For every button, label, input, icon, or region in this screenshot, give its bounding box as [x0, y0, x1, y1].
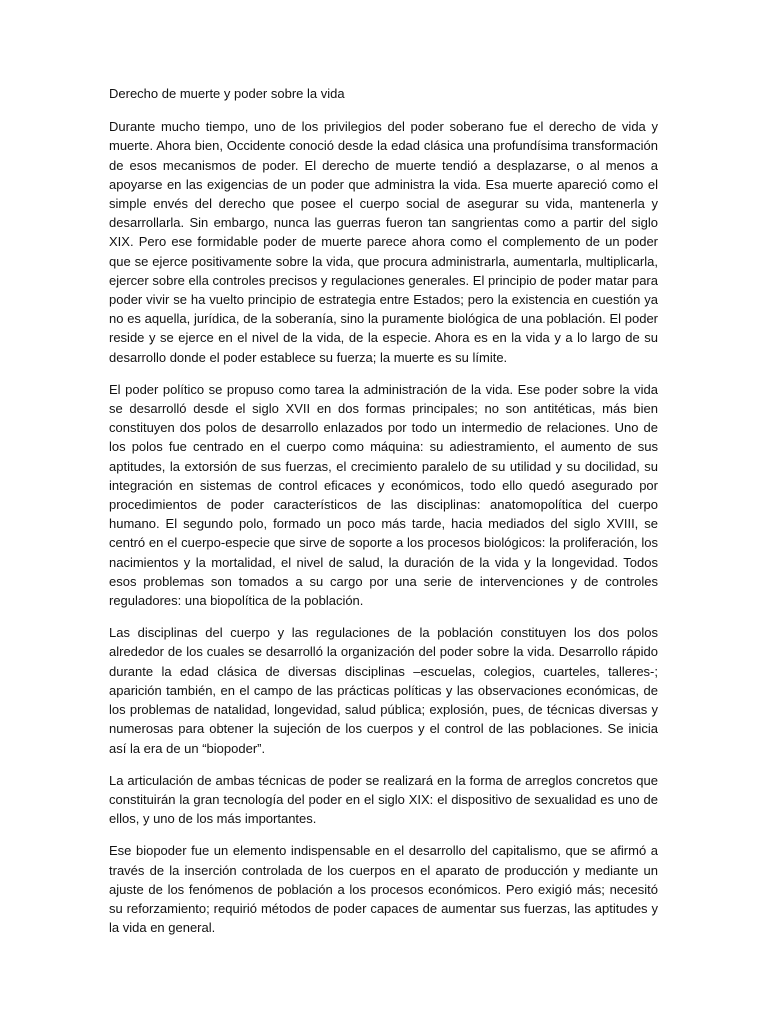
document-title: Derecho de muerte y poder sobre la vida — [109, 86, 345, 101]
paragraph-4: La articulación de ambas técnicas de poder se realizará en la forma de arreglos concretos que constituirán la gran tecnología del poder en el siglo XIX: el dispositivo de sexualidad es uno de ellos, y uno de los más importantes. — [109, 772, 658, 827]
paragraph-5: Ese biopoder fue un elemento indispensable en el desarrollo del capitalismo, que se afirmó a través de la inserción controlada de los cuerpos en el aparato de producción y mediante un ajuste de los fenómenos de población a los procesos económicos. Pero exigió más; necesitó su reforzamiento; requirió métodos de poder capaces de aumentar sus fuerzas, las aptitudes y la vida en general. — [109, 843, 658, 936]
document-body — [109, 84, 658, 950]
paragraph-3: Las disciplinas del cuerpo y las regulaciones de la población constituyen los dos polos alrededor de los cuales se desarrolló la organización del poder sobre la vida. Desarrollo rápido durante la edad clásica de diversas disciplinas –escuelas, colegios, cuarteles, talleres-; aparición también, en el campo de las prácticas políticas y las observaciones económicas, de los problemas de natalidad, longevidad, salud pública; explosión, pues, de técnicas diversas y numerosas para obtener la sujeción de los cuerpos y el control de las poblaciones. Se inicia así la era de un “biopoder”. — [109, 625, 658, 756]
paragraph-2: El poder político se propuso como tarea la administración de la vida. Ese poder sobre la vida se desarrolló desde el siglo XVII en dos formas principales; no son antitéticas, más bien constituyen dos polos de desarrollo enlazados por todo un intermedio de relaciones. Uno de los polos fue centrado en el cuerpo como máquina: su adiestramiento, el aumento de sus aptitudes, la extorsión de sus fuerzas, el crecimiento paralelo de su utilidad y su docilidad, su integración en sistemas de control eficaces y económicos, todo ello quedó asegurado por procedimientos de poder característicos de las disciplinas: anatomopolítica del cuerpo humano. El segundo polo, formado un poco más tarde, hacia mediados del siglo XVIII, se centró en el cuerpo-especie que sirve de soporte a los procesos biológicos: la proliferación, los nacimientos y la mortalidad, el nivel de salud, la duración de la vida y la longevidad. Todos esos problemas son tomados a su cargo por una serie de intervenciones y de controles reguladores: una biopolítica de la población. — [109, 381, 658, 609]
paragraph-1: Durante mucho tiempo, uno de los privilegios del poder soberano fue el derecho de vida y muerte. Ahora bien, Occidente conoció desde la edad clásica una profundísima transformación de esos mecanismos de poder. El derecho de muerte tendió a desplazarse, o al menos a apoyarse en las exigencias de un poder que administra la vida. Esa muerte apareció como el simple envés del derecho que posee el cuerpo social de asegurar su vida, mantenerla y desarrollarla. Sin embargo, nunca las guerras fueron tan sangrientas como a partir del siglo XIX. Pero ese formidable poder de muerte parece ahora como el complemento de un poder que se ejerce positivamente sobre la vida, que procura administrarla, aumentarla, multiplicarla, ejercer sobre ella controles precisos y regulaciones generales. El principio de poder matar para poder vivir se ha vuelto principio de estrategia entre Estados; pero la existencia en cuestión ya no es aquella, jurídica, de la soberanía, sino la puramente biológica de una población. El poder reside y se ejerce en el nivel de la vida, de la especie. Ahora es en la vida y a lo largo de su desarrollo donde el poder establece su fuerza; la muerte es su límite. — [109, 119, 658, 365]
